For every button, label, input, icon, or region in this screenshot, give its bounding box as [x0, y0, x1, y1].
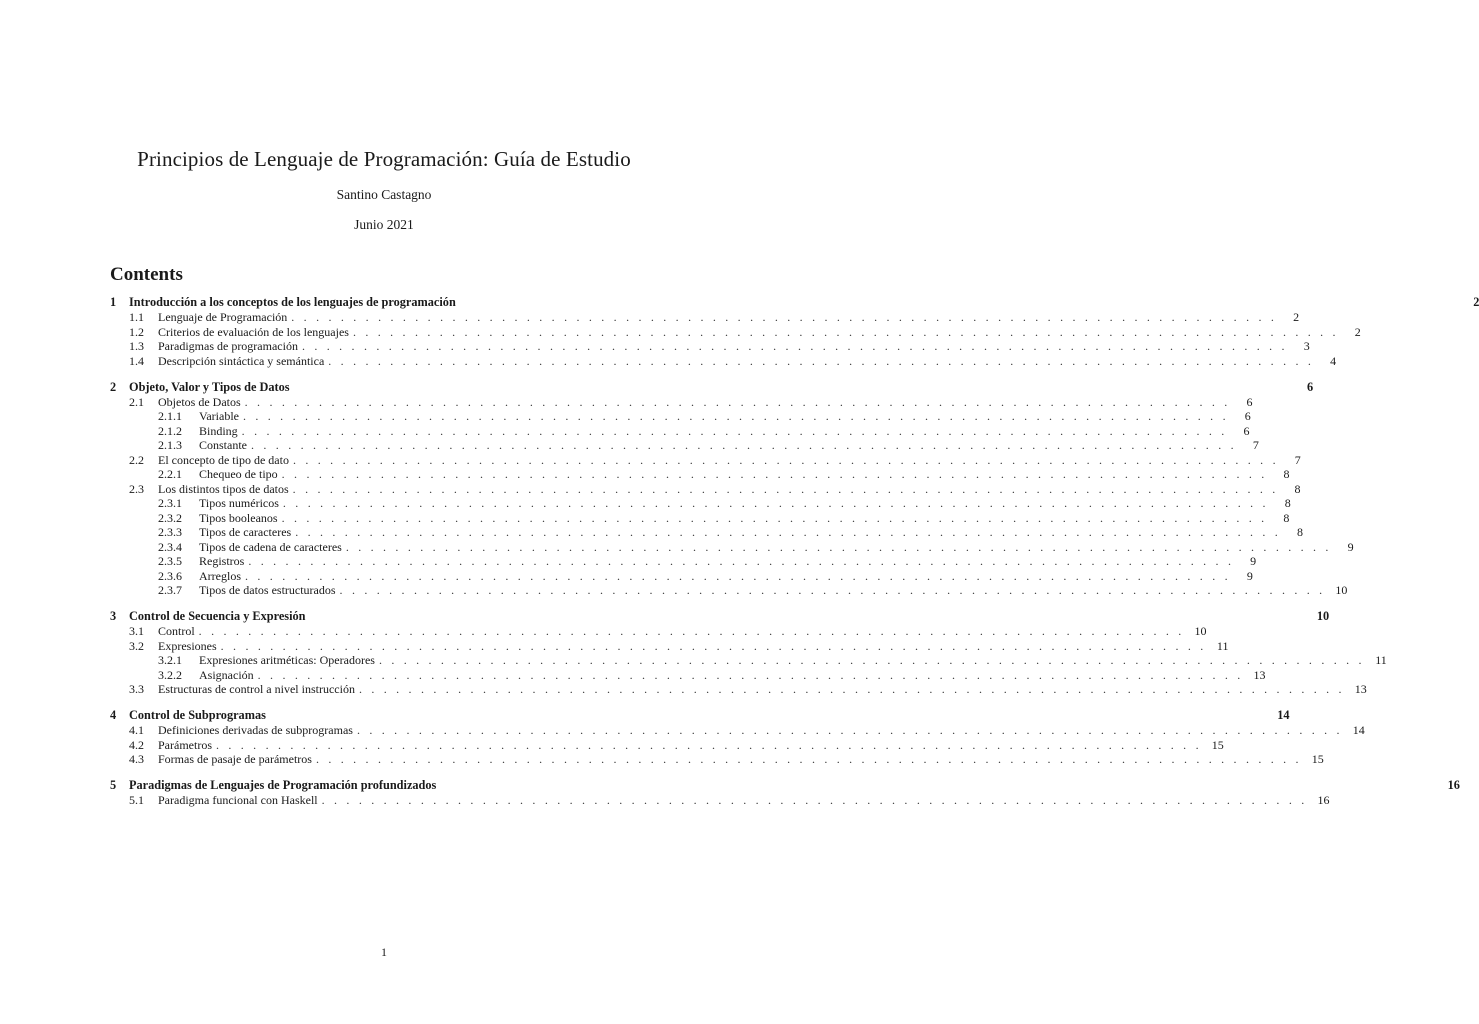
toc-leader-dots: . . . . . . . . . . . . . . . . . . . . . . . . . . . . . . . . . . . . . . . . . . . . . . . . . . . . . . . . . . . . . . . . . . . . . . . . . . . . . . . .: [378, 653, 1365, 667]
toc-entry-page: 10: [1335, 583, 1348, 597]
toc-entry-label: Los distintos tipos de datos: [158, 481, 289, 496]
toc-entry-number: 3.2.2: [158, 667, 182, 682]
toc-entry-page: 8: [1283, 467, 1290, 481]
toc-entry-label: Expresiones: [158, 638, 217, 653]
toc-entry-label: Constante: [199, 438, 247, 452]
toc-entry-number: 5.1: [129, 793, 144, 807]
toc-subsection-entry[interactable]: [110, 624, 1207, 639]
toc-entry-page: 6: [1244, 409, 1251, 423]
toc-entry-number: 2.1: [129, 394, 144, 409]
toc-entry-number: 2.3.6: [158, 568, 182, 583]
toc-subsubsection-entry[interactable]: [110, 583, 1348, 598]
toc-subsection-entry[interactable]: [110, 682, 1367, 697]
toc-entry-page: 13: [1253, 667, 1266, 682]
toc-entry-page: 9: [1250, 554, 1257, 568]
toc-entry-page: 16: [1447, 778, 1460, 792]
toc-entry-number: 3: [110, 609, 117, 623]
toc-subsubsection-entry[interactable]: [110, 653, 1387, 668]
toc-leader-dots: . . . . . . . . . . . . . . . . . . . . . . . . . . . . . . . . . . . . . . . . . . . . . . . . . . . . . . . . . . . . . . . . . . . . . . . . . . . . . . . .: [292, 452, 1279, 467]
toc-entry-number: 2.3.2: [158, 510, 182, 525]
toc-entry-label: Tipos de cadena de caracteres: [199, 539, 342, 554]
toc-leader-dots: . . . . . . . . . . . . . . . . . . . . . . . . . . . . . . . . . . . . . . . . . . . . . . . . . . . . . . . . . . . . . . . . . . . . . . . . . . . . . . . .: [295, 525, 1282, 539]
toc-entry-label: Paradigmas de Lenguajes de Programación profundizados: [129, 778, 437, 792]
toc-section-entry[interactable]: [110, 294, 1479, 310]
toc-leader-dots: . . . . . . . . . . . . . . . . . . . . . . . . . . . . . . . . . . . . . . . . . . . . . . . . . . . . . . . . . . . . . . . . . . . . . . . . . . . . . . . .: [248, 554, 1235, 568]
toc-subsection-entry[interactable]: [110, 339, 1310, 354]
toc-entry-number: 1.4: [129, 353, 144, 368]
toc-leader-dots: . . . . . . . . . . . . . . . . . . . . . . . . . . . . . . . . . . . . . . . . . . . . . . . . . . . . . . . . . . . . . . . . . . . . . . . . . . . . . . . .: [352, 324, 1339, 339]
toc-leader-dots: . . . . . . . . . . . . . . . . . . . . . . . . . . . . . . . . . . . . . . . . . . . . . . . . . . . . . . . . . . . . . . . . . . . . . . . . . . . . . . . .: [315, 752, 1302, 766]
toc-entry-number: 2.3.7: [158, 583, 182, 597]
toc-entry-label: Tipos booleanos: [199, 510, 278, 525]
toc-entry-label: Variable: [199, 409, 239, 423]
toc-entry-label: Binding: [199, 423, 238, 438]
toc-section: [110, 707, 1365, 767]
toc-subsubsection-entry[interactable]: [110, 525, 1304, 540]
toc-entry-label: Tipos de caracteres: [199, 525, 292, 539]
toc-entry-page: 3: [1303, 339, 1310, 353]
toc-subsection-entry[interactable]: [110, 353, 1337, 369]
toc-entry-number: 1.2: [129, 324, 144, 339]
toc-entry-page: 4: [1330, 353, 1337, 368]
toc-leader-dots: . . . . . . . . . . . . . . . . . . . . . . . . . . . . . . . . . . . . . . . . . . . . . . . . . . . . . . . . . . . . . . . . . . . . . . . . . . . . . . . .: [244, 394, 1231, 409]
toc-entry-label: Introducción a los conceptos de los lenguajes de programación: [129, 295, 456, 309]
toc-entry-page: 6: [1246, 394, 1253, 409]
document-title: Principios de Lenguaje de Programación: Guía de Estudio: [137, 147, 631, 171]
page-number: 1: [381, 945, 387, 959]
document-author: Santino Castagno: [336, 187, 432, 202]
toc-entry-number: 4.1: [129, 723, 144, 737]
toc-entry-page: 10: [1194, 624, 1207, 638]
toc-entry-number: 2: [110, 379, 117, 394]
toc-leader-dots: . . . . . . . . . . . . . . . . . . . . . . . . . . . . . . . . . . . . . . . . . . . . . . . . . . . . . . . . . . . . . . . . . . . . . . . . . . . . . . . .: [301, 339, 1288, 353]
toc-entry-number: 2.1.3: [158, 438, 182, 452]
toc-entry-label: Registros: [199, 554, 245, 568]
toc-entry-label: Estructuras de control a nivel instrucción: [158, 682, 355, 696]
toc-entry-number: 2.3.3: [158, 525, 182, 539]
toc-entry-page: 6: [1243, 423, 1250, 438]
toc-entry-number: 2.3.4: [158, 539, 182, 554]
toc-subsubsection-entry[interactable]: [110, 554, 1257, 569]
toc-section-entry[interactable]: [110, 379, 1314, 395]
toc-subsection-entry[interactable]: [110, 752, 1324, 767]
toc-section-entry[interactable]: [110, 707, 1290, 723]
toc-leader-dots: . . . . . . . . . . . . . . . . . . . . . . . . . . . . . . . . . . . . . . . . . . . . . . . . . . . . . . . . . . . . . . . . . . . . . . . . . . . . . . . .: [291, 310, 1278, 324]
toc-entry-label: Arreglos: [199, 568, 241, 583]
toc-entry-label: Tipos de datos estructurados: [199, 583, 336, 597]
toc-subsubsection-entry[interactable]: [110, 438, 1259, 453]
toc-entry-number: 2.1.1: [158, 409, 182, 423]
toc-entry-label: Lenguaje de Programación: [158, 310, 288, 324]
contents-heading: Contents: [110, 264, 183, 285]
toc-leader-dots: . . . . . . . . . . . . . . . . . . . . . . . . . . . . . . . . . . . . . . . . . . . . . . . . . . . . . . . . . . . . . . . . . . . . . . . . . . . . . . . .: [198, 624, 1185, 638]
toc-leader-dots: . . . . . . . . . . . . . . . . . . . . . . . . . . . . . . . . . . . . . . . . . . . . . . . . . . . . . . . . . . . . . . . . . . . . . . . . . . . . . . . .: [241, 423, 1228, 438]
toc-leader-dots: . . . . . . . . . . . . . . . . . . . . . . . . . . . . . . . . . . . . . . . . . . . . . . . . . . . . . . . . . . . . . . . . . . . . . . . . . . . . . . . .: [245, 568, 1231, 583]
toc-subsubsection-entry[interactable]: [110, 568, 1253, 584]
toc-entry-number: 3.1: [129, 624, 144, 638]
toc-entry-number: 3.3: [129, 682, 144, 696]
toc-subsubsection-entry[interactable]: [110, 467, 1290, 482]
toc-entry-number: 3.2.1: [158, 653, 182, 667]
toc-subsection-entry[interactable]: [110, 324, 1361, 340]
toc-entry-page: 15: [1311, 752, 1324, 766]
toc-entry-label: Formas de pasaje de parámetros: [158, 752, 312, 766]
toc-leader-dots: . . . . . . . . . . . . . . . . . . . . . . . . . . . . . . . . . . . . . . . . . . . . . . . . . . . . . . . . . . . . . . . . . . . . . . . . . . . . . . . .: [356, 723, 1343, 737]
toc-leader-dots: . . . . . . . . . . . . . . . . . . . . . . . . . . . . . . . . . . . . . . . . . . . . . . . . . . . . . . . . . . . . . . . . . . . . . . . . . . . . . . . .: [358, 682, 1345, 696]
toc-entry-page: 7: [1294, 452, 1301, 467]
toc-entry-page: 16: [1317, 793, 1330, 807]
toc-entry-number: 2.2: [129, 452, 144, 467]
toc-leader-dots: . . . . . . . . . . . . . . . . . . . . . . . . . . . . . . . . . . . . . . . . . . . . . . . . . . . . . . . . . . . . . . . . . . . . . . . . . . . . . . . .: [345, 539, 1332, 554]
toc-entry-number: 2.1.2: [158, 423, 182, 438]
toc-entry-page: 8: [1297, 525, 1304, 539]
toc-leader-dots: . . . . . . . . . . . . . . . . . . . . . . . . . . . . . . . . . . . . . . . . . . . . . . . . . . . . . . . . . . . . . . . . . . . . . . . . . . . . . . . .: [292, 481, 1279, 496]
toc-entry-number: 1.1: [129, 310, 144, 324]
toc-leader-dots: . . . . . . . . . . . . . . . . . . . . . . . . . . . . . . . . . . . . . . . . . . . . . . . . . . . . . . . . . . . . . . . . . . . . . . . . . . . . . . . .: [257, 667, 1244, 682]
toc-leader-dots: . . . . . . . . . . . . . . . . . . . . . . . . . . . . . . . . . . . . . . . . . . . . . . . . . . . . . . . . . . . . . . . . . . . . . . . . . . . . . . . .: [242, 409, 1229, 423]
toc-entry-number: 4.3: [129, 752, 144, 766]
toc-entry-number: 2.3: [129, 481, 144, 496]
toc-entry-number: 4.2: [129, 737, 144, 752]
toc-entry-number: 5: [110, 778, 117, 792]
toc-entry-label: Chequeo de tipo: [199, 467, 278, 481]
toc-subsection-entry[interactable]: [110, 481, 1301, 497]
toc-entry-label: Paradigma funcional con Haskell: [158, 793, 318, 807]
toc-entry-page: 2: [1354, 324, 1361, 339]
toc-subsection-entry[interactable]: [110, 638, 1229, 654]
toc-entry-label: Paradigmas de programación: [158, 339, 298, 353]
toc-section: [110, 777, 1460, 808]
toc-entry-label: Control de Secuencia y Expresión: [129, 609, 306, 623]
toc-entry-page: 11: [1216, 638, 1229, 653]
table-of-contents: [110, 294, 1479, 818]
toc-leader-dots: . . . . . . . . . . . . . . . . . . . . . . . . . . . . . . . . . . . . . . . . . . . . . . . . . . . . . . . . . . . . . . . . . . . . . . . . . . . . . . . .: [251, 438, 1237, 452]
toc-entry-number: 4: [110, 708, 117, 722]
toc-entry-number: 3.2: [129, 638, 144, 653]
toc-subsection-entry[interactable]: [110, 394, 1253, 410]
toc-entry-page: 14: [1352, 723, 1365, 737]
toc-subsubsection-entry[interactable]: [110, 409, 1251, 424]
toc-subsubsection-entry[interactable]: [110, 667, 1266, 683]
toc-entry-label: Control: [158, 624, 195, 638]
toc-entry-page: 8: [1294, 481, 1301, 496]
toc-subsection-entry[interactable]: [110, 310, 1300, 325]
toc-leader-dots: . . . . . . . . . . . . . . . . . . . . . . . . . . . . . . . . . . . . . . . . . . . . . . . . . . . . . . . . . . . . . . . . . . . . . . . . . . . . . . . .: [281, 467, 1268, 481]
toc-section-entry[interactable]: [110, 608, 1330, 624]
toc-entry-label: Criterios de evaluación de los lenguajes: [158, 324, 349, 339]
toc-subsection-entry[interactable]: [110, 452, 1301, 468]
toc-entry-page: 2: [1293, 310, 1300, 324]
toc-leader-dots: . . . . . . . . . . . . . . . . . . . . . . . . . . . . . . . . . . . . . . . . . . . . . . . . . . . . . . . . . . . . . . . . . . . . . . . . . . . . . . . .: [321, 793, 1308, 807]
toc-entry-label: Asignación: [199, 667, 254, 682]
toc-entry-page: 15: [1211, 737, 1224, 752]
toc-leader-dots: . . . . . . . . . . . . . . . . . . . . . . . . . . . . . . . . . . . . . . . . . . . . . . . . . . . . . . . . . . . . . . . . . . . . . . . . . . . . . . . .: [215, 737, 1202, 752]
toc-subsubsection-entry[interactable]: [110, 496, 1291, 511]
toc-entry-label: Descripción sintáctica y semántica: [158, 353, 325, 368]
document-date: Junio 2021: [354, 217, 414, 232]
toc-entry-page: 11: [1375, 653, 1387, 667]
toc-section: [110, 379, 1354, 598]
toc-entry-page: 10: [1316, 609, 1330, 623]
toc-entry-label: Definiciones derivadas de subprogramas: [158, 723, 353, 737]
toc-entry-page: 2: [1473, 295, 1479, 309]
toc-subsubsection-entry[interactable]: [110, 510, 1290, 526]
toc-entry-page: 14: [1277, 708, 1290, 722]
toc-entry-label: Parámetros: [158, 737, 212, 752]
toc-entry-page: 9: [1246, 568, 1253, 583]
toc-entry-page: 8: [1283, 510, 1290, 525]
toc-entry-number: 2.2.1: [158, 467, 182, 481]
toc-entry-label: Control de Subprogramas: [129, 708, 266, 722]
toc-entry-page: 13: [1354, 682, 1367, 696]
toc-entry-number: 2.3.5: [158, 554, 182, 568]
toc-subsubsection-entry[interactable]: [110, 539, 1354, 555]
toc-leader-dots: . . . . . . . . . . . . . . . . . . . . . . . . . . . . . . . . . . . . . . . . . . . . . . . . . . . . . . . . . . . . . . . . . . . . . . . . . . . . . . . .: [282, 496, 1269, 510]
toc-entry-label: Objeto, Valor y Tipos de Datos: [129, 379, 290, 394]
toc-leader-dots: . . . . . . . . . . . . . . . . . . . . . . . . . . . . . . . . . . . . . . . . . . . . . . . . . . . . . . . . . . . . . . . . . . . . . . . . . . . . . . . .: [281, 510, 1268, 525]
toc-entry-page: 8: [1284, 496, 1291, 510]
toc-entry-number: 1.3: [129, 339, 144, 353]
toc-section: [110, 608, 1387, 697]
toc-entry-label: Tipos numéricos: [199, 496, 279, 510]
toc-entry-number: 2.3.1: [158, 496, 182, 510]
toc-subsection-entry[interactable]: [110, 737, 1224, 753]
toc-entry-page: 7: [1252, 438, 1259, 452]
toc-leader-dots: . . . . . . . . . . . . . . . . . . . . . . . . . . . . . . . . . . . . . . . . . . . . . . . . . . . . . . . . . . . . . . . . . . . . . . . . . . . . . . . .: [328, 353, 1315, 368]
toc-entry-number: 1: [110, 295, 117, 309]
toc-section: [110, 294, 1479, 368]
toc-subsection-entry[interactable]: [110, 793, 1330, 808]
toc-leader-dots: . . . . . . . . . . . . . . . . . . . . . . . . . . . . . . . . . . . . . . . . . . . . . . . . . . . . . . . . . . . . . . . . . . . . . . . . . . . . . . . .: [220, 638, 1207, 653]
toc-entry-label: Objetos de Datos: [158, 394, 241, 409]
toc-subsubsection-entry[interactable]: [110, 423, 1250, 439]
toc-subsection-entry[interactable]: [110, 723, 1365, 738]
toc-entry-label: El concepto de tipo de dato: [158, 452, 289, 467]
toc-entry-label: Expresiones aritméticas: Operadores: [199, 653, 375, 667]
toc-entry-page: 6: [1307, 379, 1314, 394]
toc-section-entry[interactable]: [110, 777, 1460, 793]
toc-leader-dots: . . . . . . . . . . . . . . . . . . . . . . . . . . . . . . . . . . . . . . . . . . . . . . . . . . . . . . . . . . . . . . . . . . . . . . . . . . . . . . . .: [339, 583, 1326, 597]
toc-entry-page: 9: [1347, 539, 1354, 554]
